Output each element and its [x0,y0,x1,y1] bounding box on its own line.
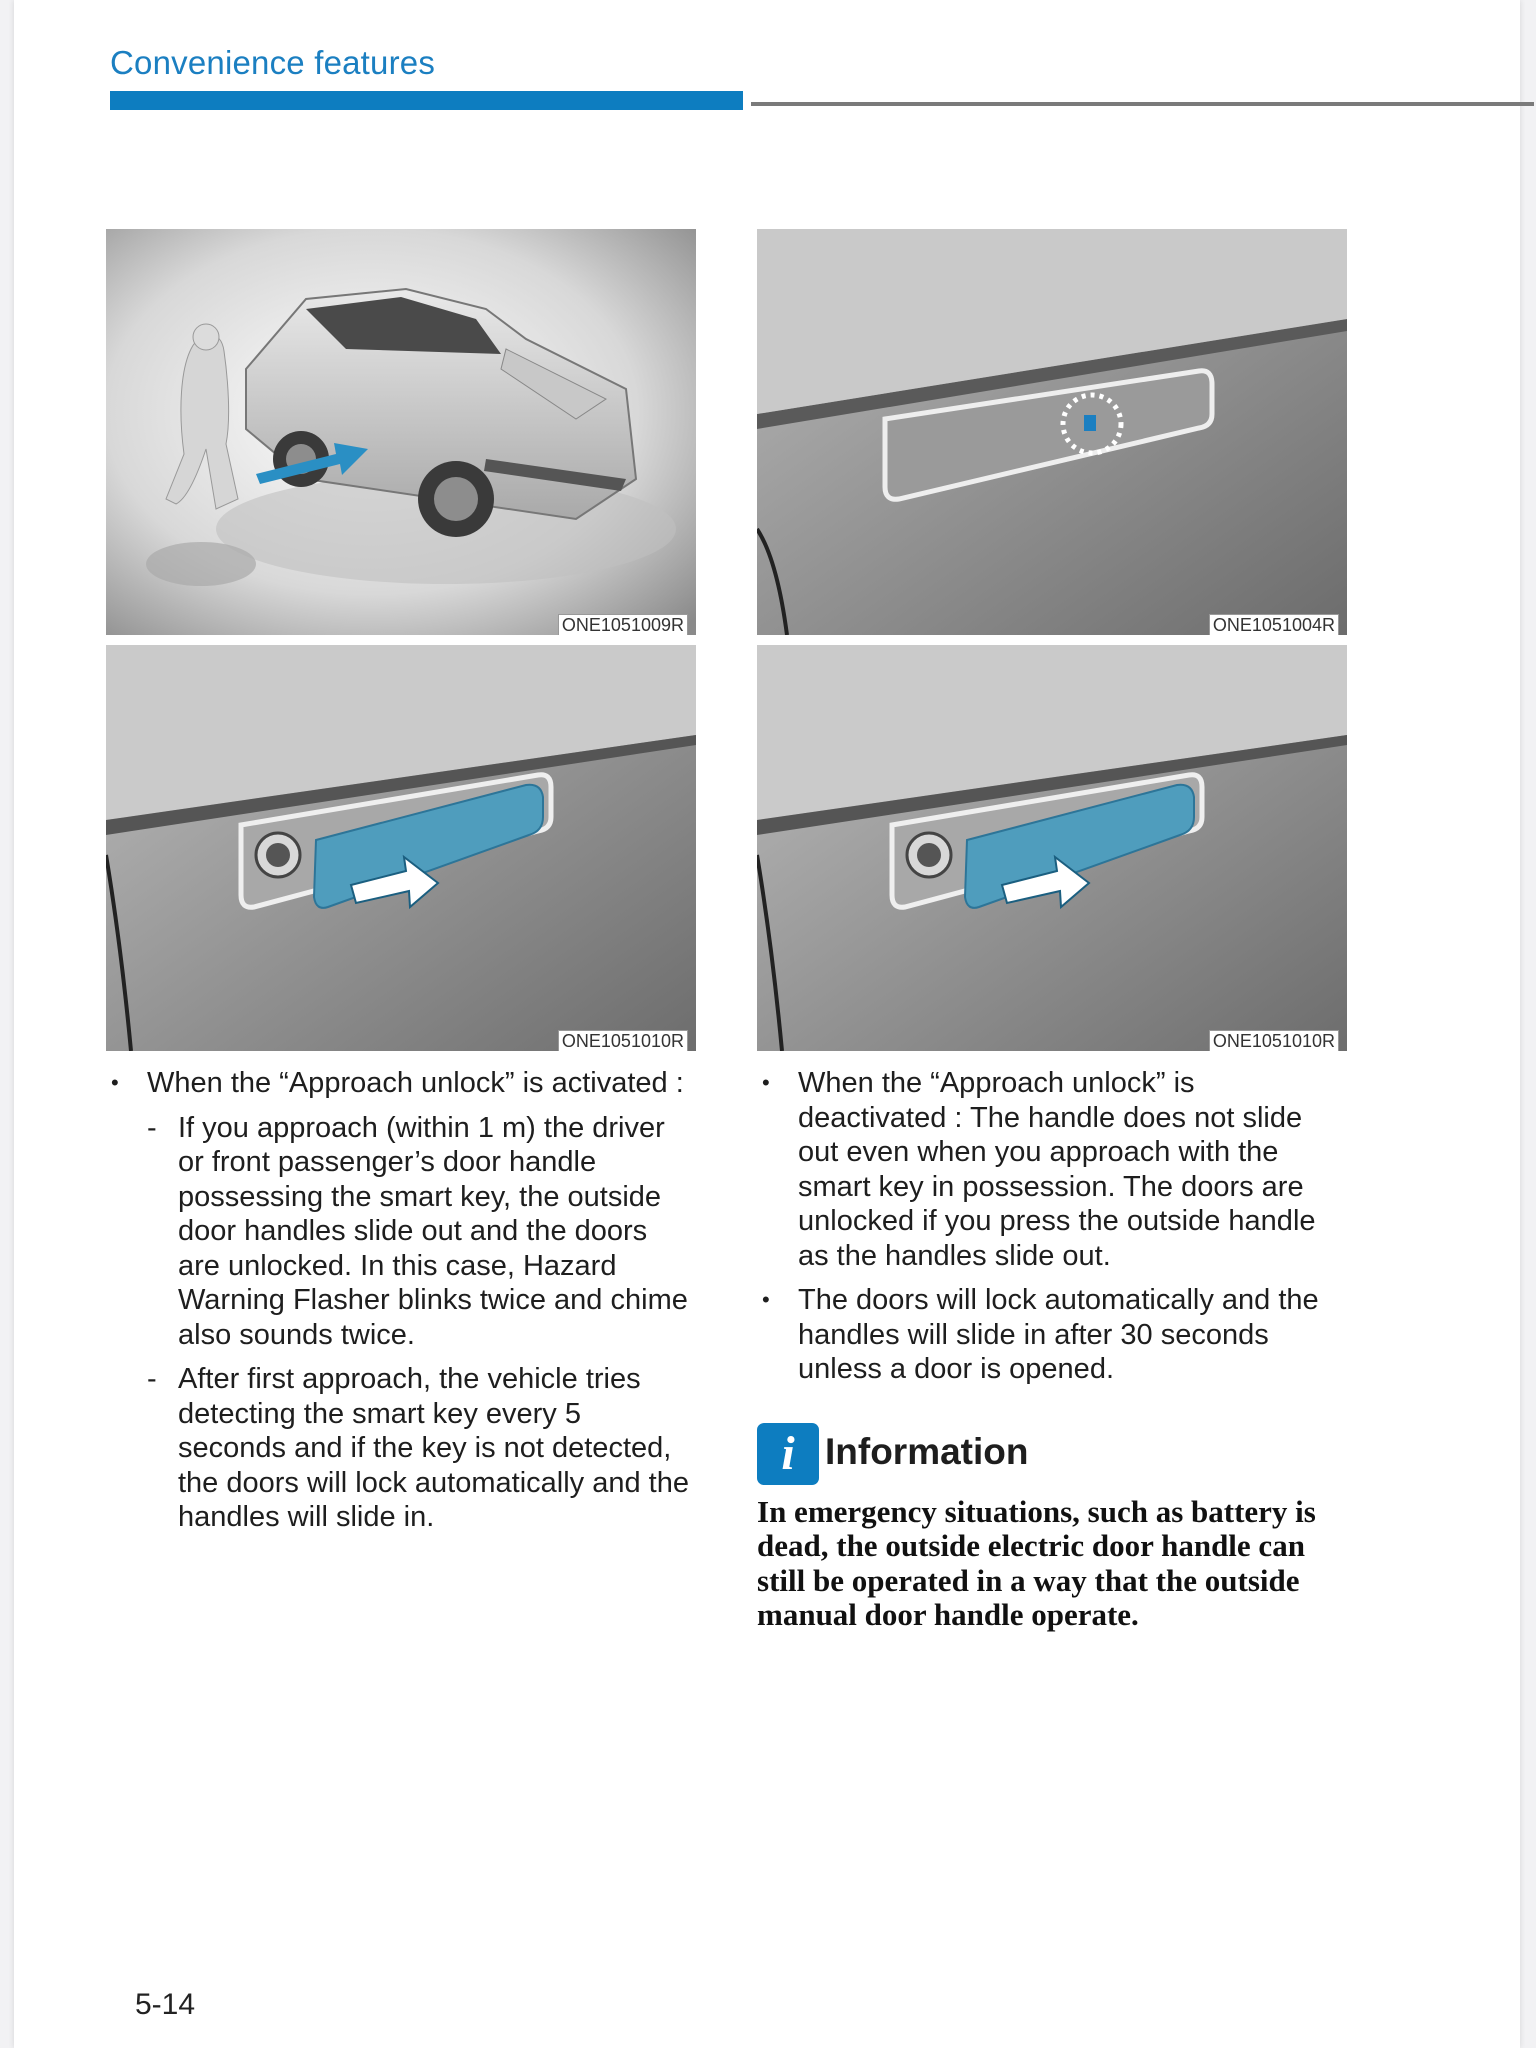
header-divider-rule [751,102,1534,106]
bullet-text: The doors will lock automatically and the handles will slide in after 30 seconds unless a door is opened. [798,1284,1319,1385]
figure-code: ONE1051004R [1209,614,1339,635]
sub-item-text: If you approach (within 1 m) the driver or front passenger’s door handle possessing the smart key, the outside door handles slide out and the doors are unlocked. In this case, Hazard Warning Flasher blinks twice and chime also sounds twice. [178,1111,688,1351]
section-title: Convenience features [110,44,436,81]
bullet-text: When the “Approach unlock” is activated : [147,1067,684,1099]
figure-handle-slide-out-left [106,645,696,1051]
figure-code: ONE1051009R [558,614,688,635]
figure-flush-handle [757,229,1347,635]
figure-approach-unlock [106,229,696,635]
manual-page [14,0,1520,2048]
bullet-text: When the “Approach unlock” is deactivated : The handle does not slide out even when you approach with the smart key in possession. The doors are unlocked if you press the outside handle as the handles slide out. [798,1067,1316,1272]
header-accent-rule [110,91,743,110]
bullet-dot: • [111,1070,119,1095]
list-item [757,1283,1347,1387]
information-body: In emergency situations, such as battery is dead, the outside electric door handle can still be operated in a way that the outside manual door handle operate. [757,1493,1316,1632]
list-item [106,1066,696,1101]
list-item [757,1066,1347,1273]
door-handle-slide-illustration [106,645,696,1051]
right-text-column [757,1066,1347,1633]
sub-item-text: After first approach, the vehicle tries detecting the smart key every 5 seconds and if the key is not detected, the doors will lock automatically and the handles will slide in. [178,1363,689,1533]
sub-list-item [106,1111,696,1353]
door-handle-slide-illustration [757,645,1347,1051]
dash-marker: - [147,1111,157,1144]
information-title: Information [825,1430,1029,1472]
page-number: 5-14 [135,1988,196,2021]
info-icon: i [757,1423,819,1485]
figure-handle-slide-out-right [757,645,1347,1051]
figure-code: ONE1051010R [558,1030,688,1051]
left-text-column [106,1066,696,1545]
dash-marker: - [147,1363,157,1395]
bullet-dot: • [762,1287,770,1312]
car-approach-illustration [106,229,696,635]
sub-list-item [106,1362,696,1535]
information-heading [757,1423,1347,1485]
door-handle-sensor-illustration [757,229,1347,635]
figure-code: ONE1051010R [1209,1030,1339,1051]
bullet-dot: • [762,1070,770,1095]
